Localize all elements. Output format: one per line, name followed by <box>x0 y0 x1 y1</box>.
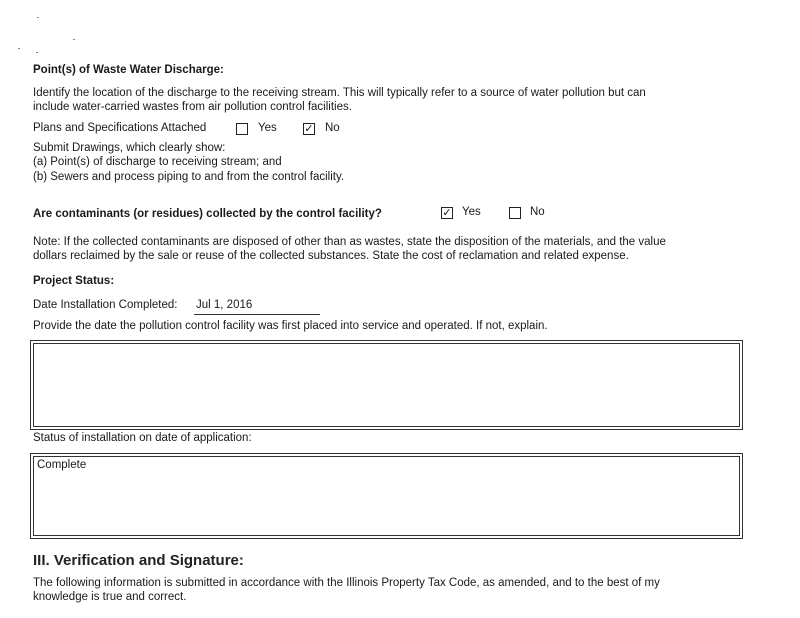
contaminants-yes-checkbox[interactable]: ✓ <box>442 207 452 219</box>
scan-speck <box>18 48 20 49</box>
contaminants-no-label: No <box>530 206 545 218</box>
plans-yes-checkbox[interactable] <box>236 123 248 135</box>
provide-date-textbox-frame <box>30 340 743 430</box>
provide-date-textbox[interactable] <box>33 343 740 427</box>
status-installation-label: Status of installation on date of application: <box>33 432 252 444</box>
contaminants-no-checkbox[interactable] <box>509 207 521 219</box>
scan-speck <box>36 52 38 53</box>
status-textbox-frame <box>30 453 743 539</box>
submit-drawings-line3: (b) Sewers and process piping to and from the control facility. <box>33 171 345 183</box>
verification-line2: knowledge is true and correct. <box>33 591 187 603</box>
contaminants-question: Are contaminants (or residues) collected by the control facility? <box>33 208 382 220</box>
plans-no-checkbox[interactable]: ✓ <box>304 123 314 135</box>
scan-speck <box>37 17 39 18</box>
discharge-description-line2: include water-carried wastes from air pollution control facilities. <box>33 101 352 113</box>
date-underline <box>194 314 320 315</box>
contaminants-note-line1: Note: If the collected contaminants are disposed of other than as wastes, state the disposition of the materials, and the value <box>33 236 666 248</box>
plans-no-label: No <box>325 122 340 134</box>
contaminants-note-line2: dollars reclaimed by the sale or reuse of the collected substances. State the cost of reclamation and related expense. <box>33 250 629 262</box>
discharge-description-line1: Identify the location of the discharge to the receiving stream. This will typically refer to a source of water pollution but can <box>33 87 646 99</box>
date-installation-value[interactable]: Jul 1, 2016 <box>196 299 253 311</box>
submit-drawings-line1: Submit Drawings, which clearly show: <box>33 142 226 154</box>
contaminants-yes-label: Yes <box>462 206 481 218</box>
plans-specifications-label: Plans and Specifications Attached <box>33 122 207 134</box>
discharge-heading: Point(s) of Waste Water Discharge: <box>33 64 224 76</box>
scan-speck <box>73 39 75 40</box>
status-textbox[interactable]: Complete <box>33 456 740 536</box>
verification-line1: The following information is submitted in accordance with the Illinois Property Tax Code, as amended, and to the best of my <box>33 577 660 589</box>
provide-date-instruction: Provide the date the pollution control facility was first placed into service and operated. If not, explain. <box>33 320 548 332</box>
date-installation-label: Date Installation Completed: <box>33 299 178 311</box>
plans-yes-label: Yes <box>258 122 277 134</box>
verification-heading: III. Verification and Signature: <box>33 552 244 569</box>
submit-drawings-line2: (a) Point(s) of discharge to receiving stream; and <box>33 156 282 168</box>
project-status-heading: Project Status: <box>33 275 115 287</box>
